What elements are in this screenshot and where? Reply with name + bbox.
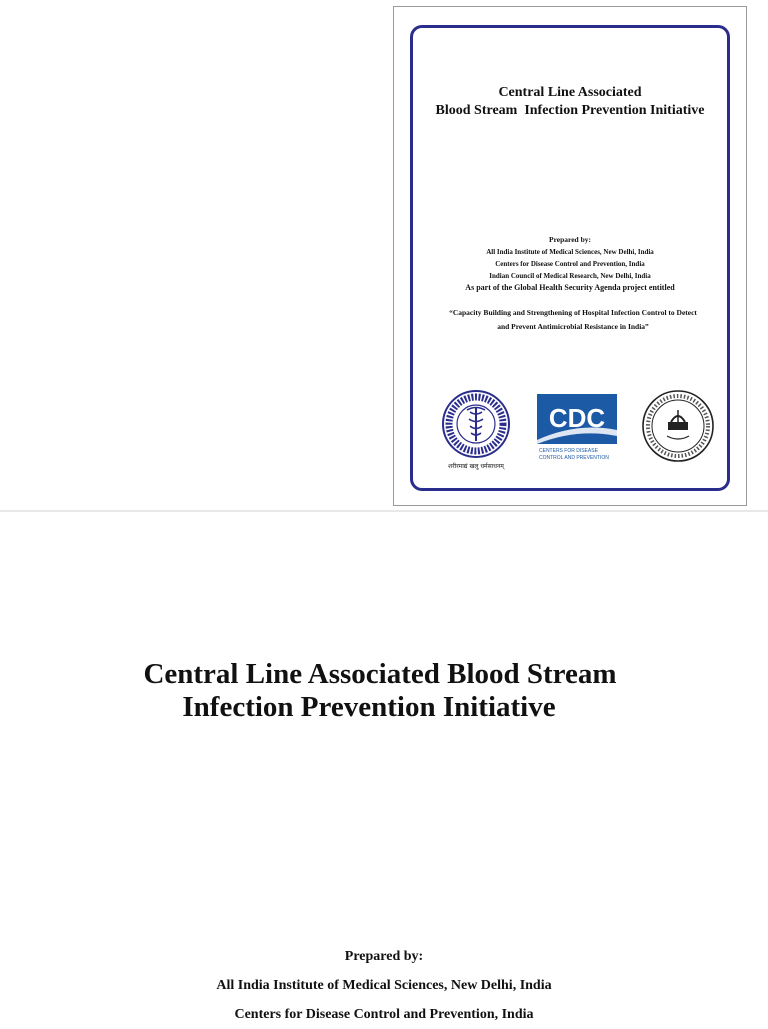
cover-title-line1: Central Line Associated [498,85,642,100]
cover-quote-line1: “Capacity Building and Strengthening of Hospital Infection Control to Detect [449,308,697,317]
aiims-motto: शरीरमाद्यं खलु धर्मसाधनम् [448,463,504,470]
cover-project-line: As part of the Global Health Security Agenda project entitled [465,283,675,292]
page-title-line1: Central Line Associated Blood Stream [143,658,617,690]
page-divider [0,510,768,512]
org-aiims: All India Institute of Medical Sciences, New Delhi, India [216,978,552,993]
cover-org-aiims: All India Institute of Medical Sciences, New Delhi, India [486,248,654,256]
cover-thumbnail[interactable] [393,6,747,506]
cover-org-icmr: Indian Council of Medical Research, New Delhi, India [489,272,651,280]
cover-project-quote [433,306,713,334]
blank-page-area [0,0,392,512]
cdc-logo-sub2: CONTROL AND PREVENTION [539,455,609,461]
cdc-logo-icon [537,394,617,462]
cover-title [413,84,727,120]
org-cdc: Centers for Disease Control and Prevention, India [234,1007,534,1022]
icmr-seal-icon [641,388,715,464]
cdc-logo-text: CDC [548,403,606,433]
prepared-by-label: Prepared by: [344,949,424,964]
cover-org-cdc: Centers for Disease Control and Prevention, India [495,260,645,268]
page-title-line2: Infection Prevention Initiative [182,691,556,723]
cover-prepared-by: Prepared by: [548,235,591,244]
prepared-block [0,942,768,1029]
page-title [0,658,768,724]
cdc-logo-sub1: CENTERS FOR DISEASE [539,448,598,454]
cover-quote-line2: and Prevent Antimicrobial Resistance in India” [497,322,649,331]
cover-frame [410,25,730,491]
cover-title-line2: Blood Stream Infection Prevention Initiative [435,103,705,118]
cover-prepared-block [413,234,727,294]
cover-logos [439,388,701,478]
